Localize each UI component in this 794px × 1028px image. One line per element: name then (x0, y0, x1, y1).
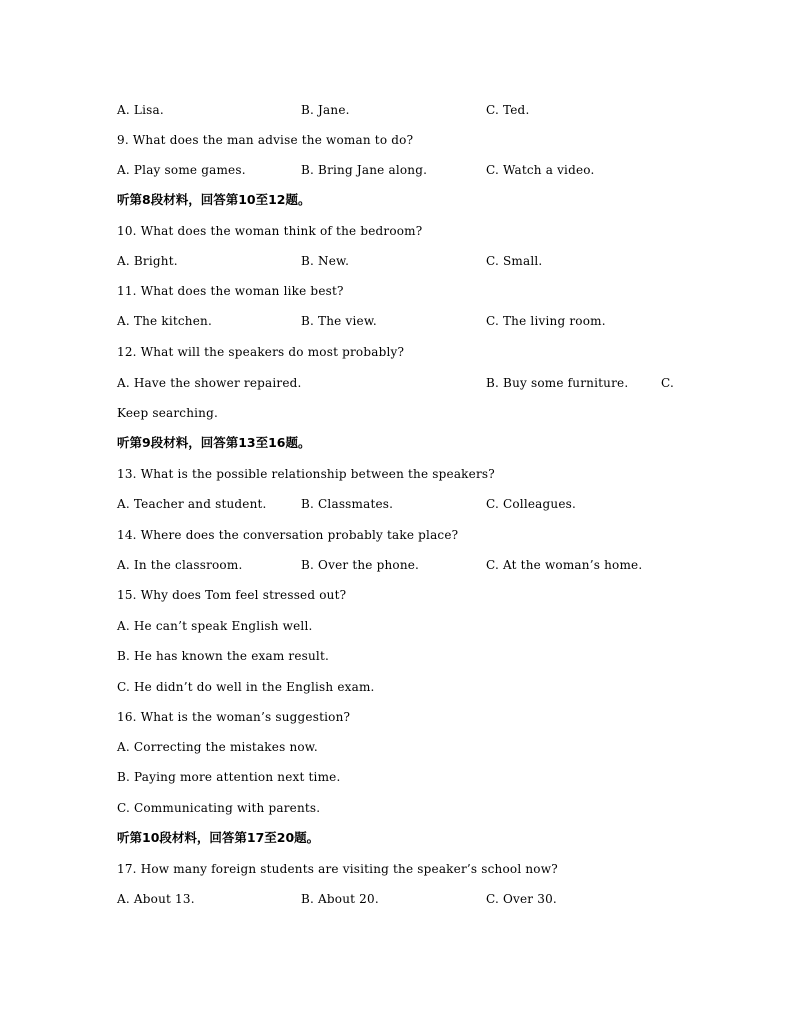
option-c: C. Communicating with parents. (117, 801, 321, 815)
option-c: C. (661, 376, 674, 390)
option-b: B. Classmates. (301, 497, 394, 511)
section-heading: 听第10段材料，回答第17至20题。 (117, 830, 320, 845)
option-a: A. The kitchen. (117, 314, 212, 328)
option-b: B. He has known the exam result. (117, 649, 330, 663)
option-b: B. Buy some furniture. (486, 376, 629, 390)
question-10: 10. What does the woman think of the bedroom? (117, 224, 423, 238)
option-c: C. Small. (486, 254, 543, 268)
option-b: B. About 20. (301, 892, 379, 906)
option-a: A. Play some games. (117, 163, 246, 177)
question-15: 15. Why does Tom feel stressed out? (117, 588, 347, 602)
option-c: C. Ted. (486, 103, 530, 117)
option-b: B. Jane. (301, 103, 350, 117)
section-heading: 听第9段材料，回答第13至16题。 (117, 435, 311, 450)
option-c: C. At the woman’s home. (486, 558, 643, 572)
option-c: C. The living room. (486, 314, 606, 328)
option-a: A. Teacher and student. (117, 497, 267, 511)
option-c: C. Over 30. (486, 892, 557, 906)
option-b: B. Bring Jane along. (301, 163, 428, 177)
question-11: 11. What does the woman like best? (117, 284, 344, 298)
option-c-continued: Keep searching. (117, 406, 219, 420)
section-heading: 听第8段材料，回答第10至12题。 (117, 192, 311, 207)
option-a: A. Lisa. (117, 103, 164, 117)
option-a: A. Correcting the mistakes now. (117, 740, 318, 754)
option-c: C. Colleagues. (486, 497, 577, 511)
option-b: B. New. (301, 254, 350, 268)
question-13: 13. What is the possible relationship between the speakers? (117, 467, 495, 481)
question-9: 9. What does the man advise the woman to do? (117, 133, 414, 147)
option-c: C. Watch a video. (486, 163, 595, 177)
question-16: 16. What is the woman’s suggestion? (117, 710, 351, 724)
option-b: B. Paying more attention next time. (117, 770, 341, 784)
question-14: 14. Where does the conversation probably take place? (117, 528, 459, 542)
option-a: A. In the classroom. (117, 558, 243, 572)
option-a: A. He can’t speak English well. (117, 619, 313, 633)
option-a: A. Bright. (117, 254, 178, 268)
option-a: A. Have the shower repaired. (117, 376, 302, 390)
option-b: B. The view. (301, 314, 377, 328)
question-12: 12. What will the speakers do most probably? (117, 345, 405, 359)
option-a: A. About 13. (117, 892, 195, 906)
question-17: 17. How many foreign students are visiting the speaker’s school now? (117, 862, 558, 876)
option-c: C. He didn’t do well in the English exam. (117, 680, 375, 694)
option-b: B. Over the phone. (301, 558, 420, 572)
